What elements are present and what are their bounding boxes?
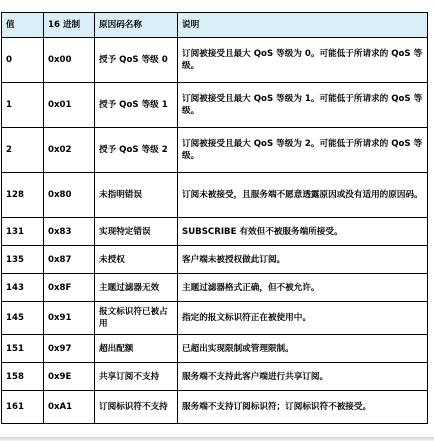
table-row bbox=[2, 391, 428, 424]
header-description: 说明 bbox=[178, 13, 428, 38]
cell-description: SUBSCRIBE 有效但不被服务端所接受。 bbox=[178, 218, 428, 246]
cell-hex: 0x01 bbox=[44, 83, 95, 128]
cell-name: 订阅标识符不支持 bbox=[95, 391, 178, 424]
table-row bbox=[2, 335, 428, 363]
cell-name: 共享订阅不支持 bbox=[95, 363, 178, 391]
cell-description: 指定的报文标识符正在被使用中。 bbox=[178, 302, 428, 335]
table-row bbox=[2, 173, 428, 218]
cell-hex: 0x87 bbox=[44, 246, 95, 274]
cell-description: 订阅被接受且最大 QoS 等级为 2。可能低于所请求的 QoS 等级。 bbox=[178, 128, 428, 173]
page-bottom-edge bbox=[0, 437, 434, 441]
cell-value: 158 bbox=[2, 363, 44, 391]
cell-name: 报文标识符已被占用 bbox=[95, 302, 178, 335]
table-row bbox=[2, 218, 428, 246]
cell-value: 128 bbox=[2, 173, 44, 218]
cell-description: 订阅被接受且最大 QoS 等级为 0。可能低于所请求的 QoS 等级。 bbox=[178, 38, 428, 83]
cell-hex: 0x83 bbox=[44, 218, 95, 246]
cell-description: 订阅被接受且最大 QoS 等级为 1。可能低于所请求的 QoS 等级。 bbox=[178, 83, 428, 128]
cell-name: 授予 QoS 等级 1 bbox=[95, 83, 178, 128]
table-row bbox=[2, 363, 428, 391]
cell-value: 131 bbox=[2, 218, 44, 246]
cell-value: 143 bbox=[2, 274, 44, 302]
table-row bbox=[2, 246, 428, 274]
table-header-row bbox=[2, 13, 428, 38]
cell-hex: 0x00 bbox=[44, 38, 95, 83]
table-row bbox=[2, 38, 428, 83]
cell-name: 实现特定错误 bbox=[95, 218, 178, 246]
cell-name: 超出配额 bbox=[95, 335, 178, 363]
cell-description: 订阅未被接受，且服务端不愿意透露原因或没有适用的原因码。 bbox=[178, 173, 428, 218]
cell-description: 客户端未被授权做此订阅。 bbox=[178, 246, 428, 274]
cell-hex: 0x80 bbox=[44, 173, 95, 218]
cell-hex: 0x91 bbox=[44, 302, 95, 335]
cell-name: 未指明错误 bbox=[95, 173, 178, 218]
cell-value: 2 bbox=[2, 128, 44, 173]
table-row bbox=[2, 83, 428, 128]
table-row bbox=[2, 302, 428, 335]
cell-name: 授予 QoS 等级 2 bbox=[95, 128, 178, 173]
cell-value: 0 bbox=[2, 38, 44, 83]
cell-description: 主题过滤器格式正确，但不被允许。 bbox=[178, 274, 428, 302]
cell-name: 未授权 bbox=[95, 246, 178, 274]
cell-description: 服务端不支持此客户端进行共享订阅。 bbox=[178, 363, 428, 391]
cell-value: 135 bbox=[2, 246, 44, 274]
cell-value: 161 bbox=[2, 391, 44, 424]
cell-description: 已超出实现限制或管理限制。 bbox=[178, 335, 428, 363]
cell-hex: 0xA1 bbox=[44, 391, 95, 424]
table-row bbox=[2, 274, 428, 302]
header-value: 值 bbox=[2, 13, 44, 38]
cell-value: 1 bbox=[2, 83, 44, 128]
table-row bbox=[2, 128, 428, 173]
cell-hex: 0x9E bbox=[44, 363, 95, 391]
cell-name: 授予 QoS 等级 0 bbox=[95, 38, 178, 83]
header-name: 原因码名称 bbox=[95, 13, 178, 38]
cell-hex: 0x97 bbox=[44, 335, 95, 363]
cell-hex: 0x02 bbox=[44, 128, 95, 173]
cell-description: 服务端不支持订阅标识符；订阅标识符不被接受。 bbox=[178, 391, 428, 424]
reason-code-table bbox=[1, 12, 428, 424]
cell-hex: 0x8F bbox=[44, 274, 95, 302]
cell-value: 145 bbox=[2, 302, 44, 335]
header-hex: 16 进制 bbox=[44, 13, 95, 38]
cell-name: 主题过滤器无效 bbox=[95, 274, 178, 302]
cell-value: 151 bbox=[2, 335, 44, 363]
